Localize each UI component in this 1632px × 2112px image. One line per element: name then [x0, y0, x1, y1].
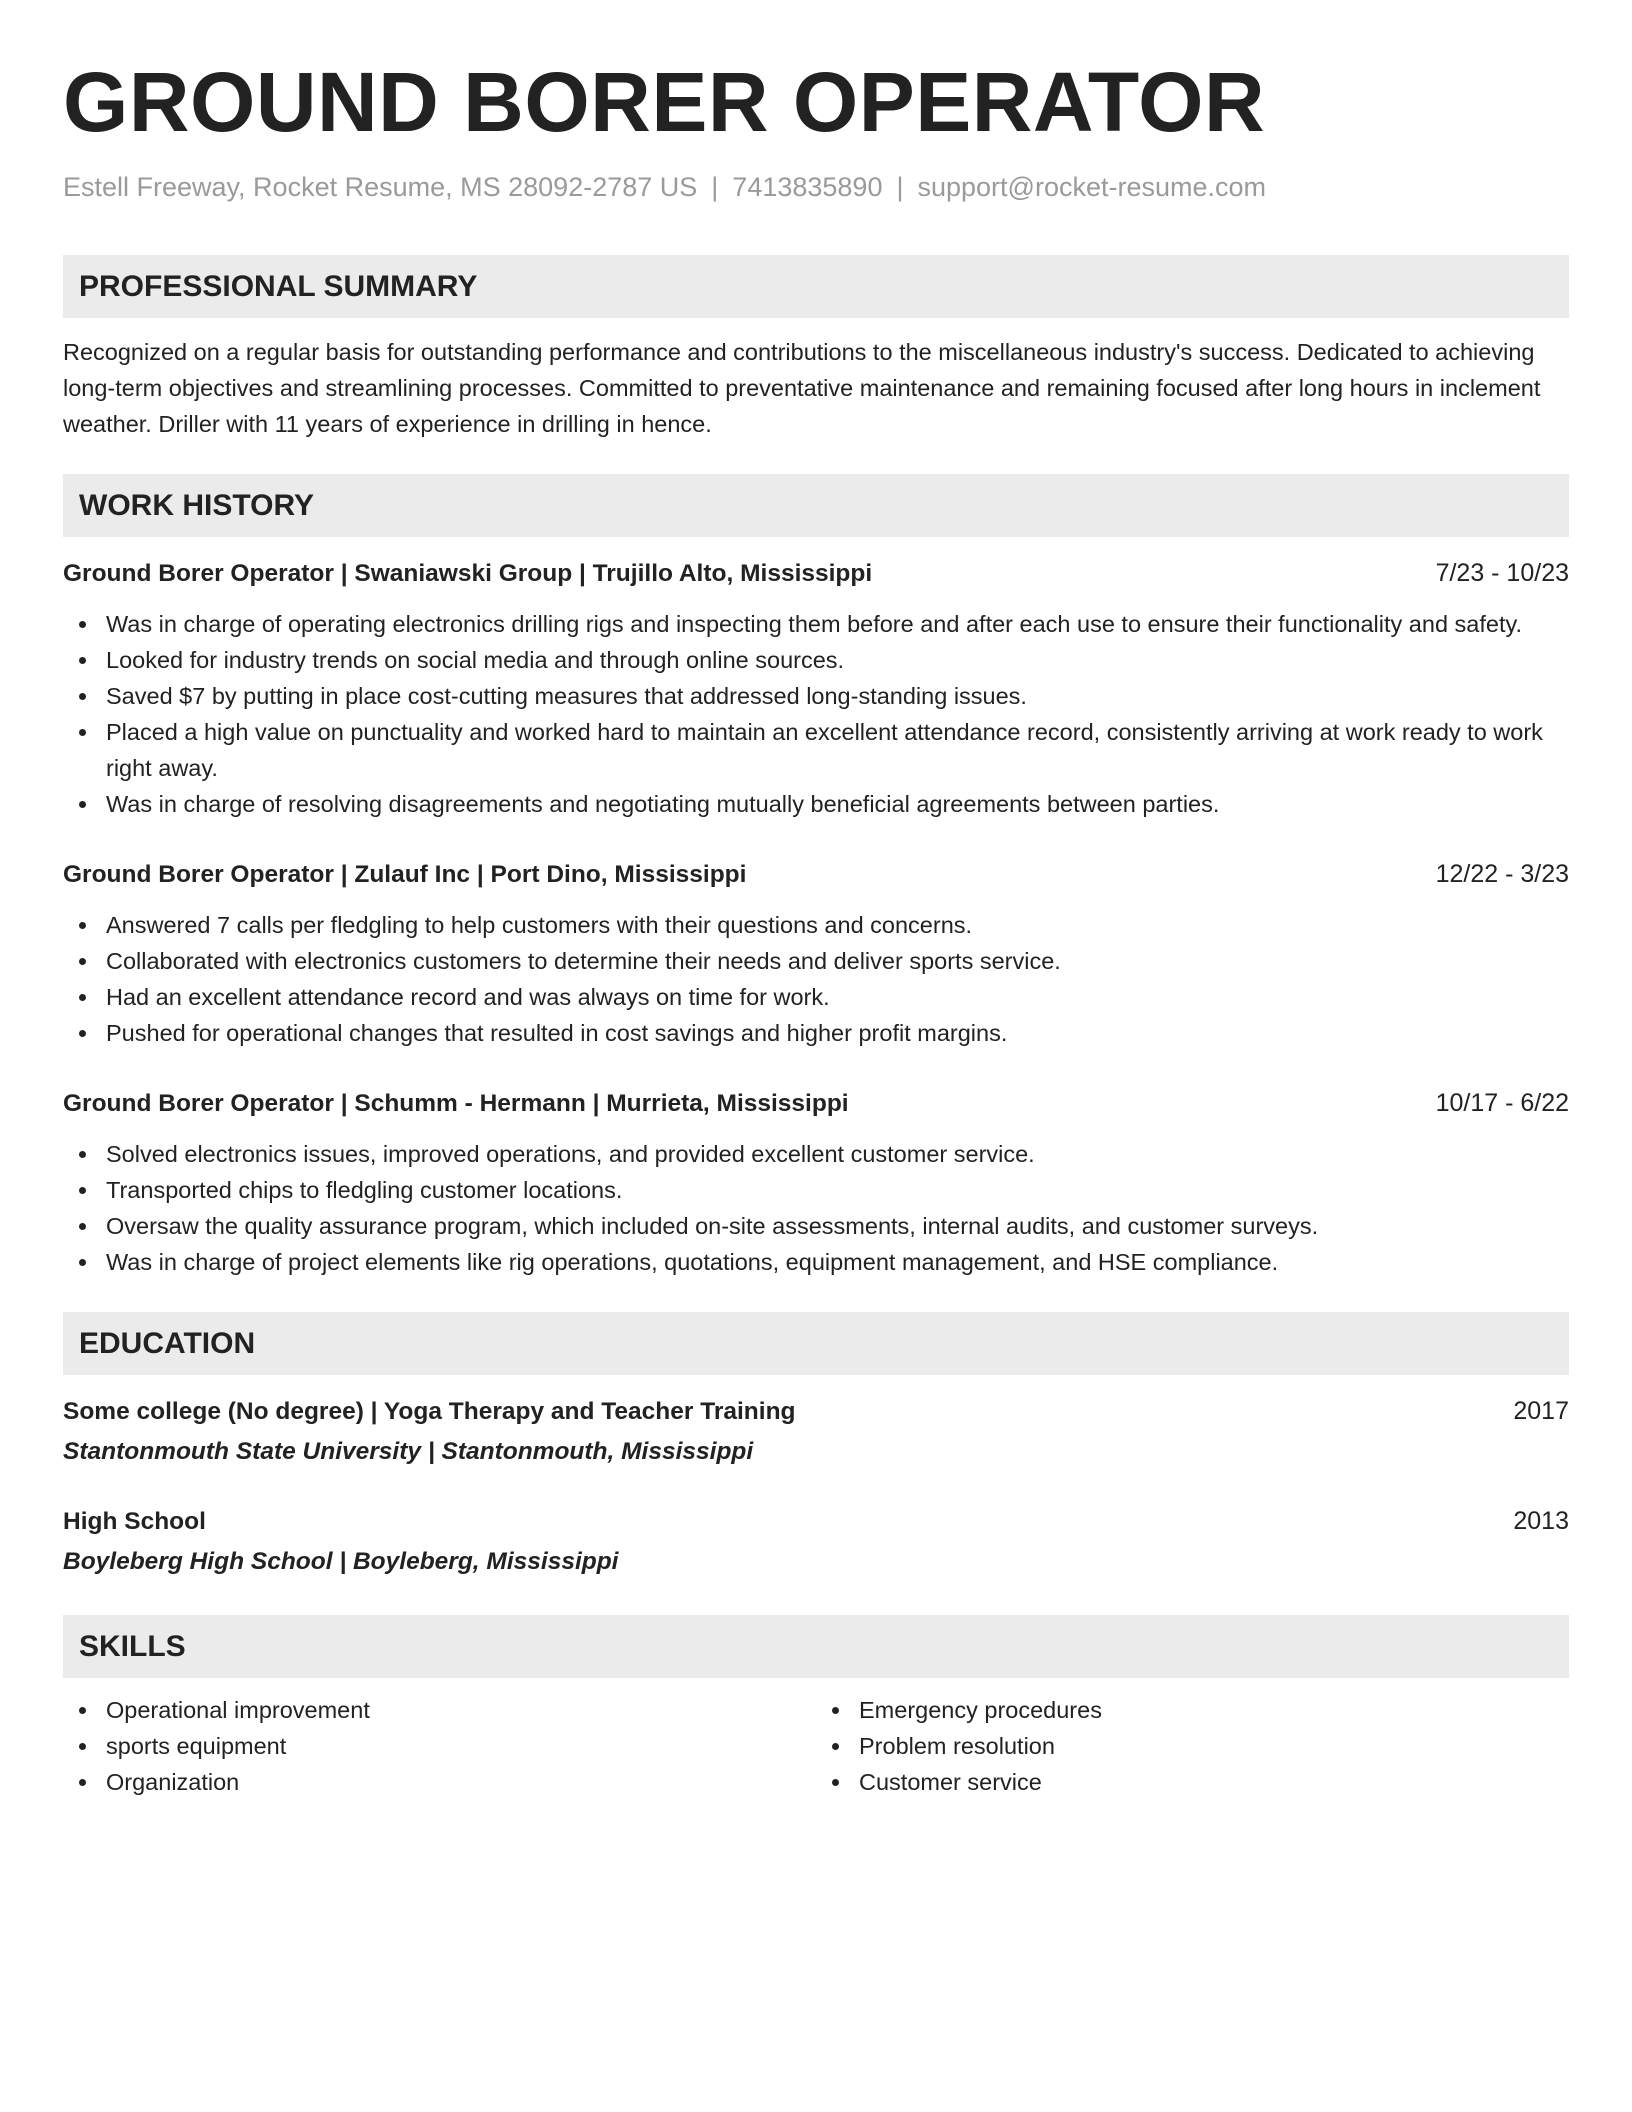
summary-text: Recognized on a regular basis for outstanding performance and contributions to the miscellaneous industry's success. Dedicated to achieving long-term objectives and streamlining processes. Committed to preventative maintenance and remaining focused after long hours in inclement weather. Driller with 11 years of experience in drilling in hence.	[63, 339, 1541, 437]
job-entry	[63, 856, 1569, 1051]
education-heading: EDUCATION	[63, 1312, 1569, 1375]
contact-line	[63, 170, 1569, 204]
job-dates: 7/23 - 10/23	[1435, 559, 1569, 587]
education-year: 2017	[1513, 1397, 1569, 1425]
job-entry	[63, 555, 1569, 822]
job-bullet: Placed a high value on punctuality and worked hard to maintain an excellent attendance record, consistently arriving at work ready to work right away.	[106, 714, 1569, 786]
job-title: Ground Borer Operator | Schumm - Hermann | Murrieta, Mississippi	[63, 1090, 849, 1117]
job-dates: 12/22 - 3/23	[1435, 860, 1569, 888]
skills-column-right	[816, 1692, 1569, 1800]
education-school: Boyleberg High School | Boyleberg, Mississippi	[63, 1548, 619, 1575]
skill-item: Organization	[106, 1764, 816, 1800]
job-title: Ground Borer Operator | Swaniawski Group | Trujillo Alto, Mississippi	[63, 560, 873, 587]
job-bullet: Pushed for operational changes that resulted in cost savings and higher profit margins.	[106, 1015, 1569, 1051]
job-header	[63, 555, 1569, 592]
education-entry	[63, 1393, 1569, 1470]
skill-item: Problem resolution	[859, 1728, 1569, 1764]
resume-name: GROUND BORER OPERATOR	[63, 55, 1266, 149]
contact-address: Estell Freeway, Rocket Resume, MS 28092-2787 US	[63, 172, 698, 202]
education-year: 2013	[1513, 1507, 1569, 1535]
skills-heading: SKILLS	[63, 1615, 1569, 1678]
education-degree: Some college (No degree) | Yoga Therapy and Teacher Training	[63, 1398, 796, 1425]
work-history-heading: WORK HISTORY	[63, 474, 1569, 537]
job-bullet: Was in charge of resolving disagreements and negotiating mutually beneficial agreements between parties.	[106, 786, 1569, 822]
job-title: Ground Borer Operator | Zulauf Inc | Port Dino, Mississippi	[63, 861, 747, 888]
contact-separator: |	[711, 172, 719, 202]
education-header	[63, 1503, 1569, 1540]
skills-list	[63, 1692, 1569, 1800]
job-bullet: Oversaw the quality assurance program, which included on-site assessments, internal audits, and customer surveys.	[106, 1208, 1569, 1244]
job-bullets	[63, 606, 1569, 822]
education-degree: High School	[63, 1508, 206, 1535]
job-bullet: Solved electronics issues, improved operations, and provided excellent customer service.	[106, 1136, 1569, 1172]
job-header	[63, 1085, 1569, 1122]
job-bullet: Was in charge of operating electronics drilling rigs and inspecting them before and after each use to ensure their functionality and safety.	[106, 606, 1569, 642]
job-bullets	[63, 907, 1569, 1051]
job-entry	[63, 1085, 1569, 1280]
skill-item: Emergency procedures	[859, 1692, 1569, 1728]
job-header	[63, 856, 1569, 893]
skill-item: Customer service	[859, 1764, 1569, 1800]
job-bullets	[63, 1136, 1569, 1280]
job-bullet: Looked for industry trends on social media and through online sources.	[106, 642, 1569, 678]
education-header	[63, 1393, 1569, 1430]
contact-phone: 7413835890	[732, 172, 883, 202]
job-bullet: Answered 7 calls per fledgling to help customers with their questions and concerns.	[106, 907, 1569, 943]
job-bullet: Collaborated with electronics customers to determine their needs and deliver sports service.	[106, 943, 1569, 979]
job-bullet: Was in charge of project elements like rig operations, quotations, equipment management, and HSE compliance.	[106, 1244, 1569, 1280]
skills-column-left	[63, 1692, 816, 1800]
contact-email: support@rocket-resume.com	[917, 172, 1267, 202]
job-dates: 10/17 - 6/22	[1435, 1089, 1569, 1117]
job-bullet: Saved $7 by putting in place cost-cutting measures that addressed long-standing issues.	[106, 678, 1569, 714]
contact-separator: |	[896, 172, 904, 202]
education-entry	[63, 1503, 1569, 1580]
summary-heading: PROFESSIONAL SUMMARY	[63, 255, 1569, 318]
job-bullet: Transported chips to fledgling customer locations.	[106, 1172, 1569, 1208]
job-bullet: Had an excellent attendance record and was always on time for work.	[106, 979, 1569, 1015]
skill-item: Operational improvement	[106, 1692, 816, 1728]
education-school: Stantonmouth State University | Stantonmouth, Mississippi	[63, 1438, 754, 1465]
skill-item: sports equipment	[106, 1728, 816, 1764]
